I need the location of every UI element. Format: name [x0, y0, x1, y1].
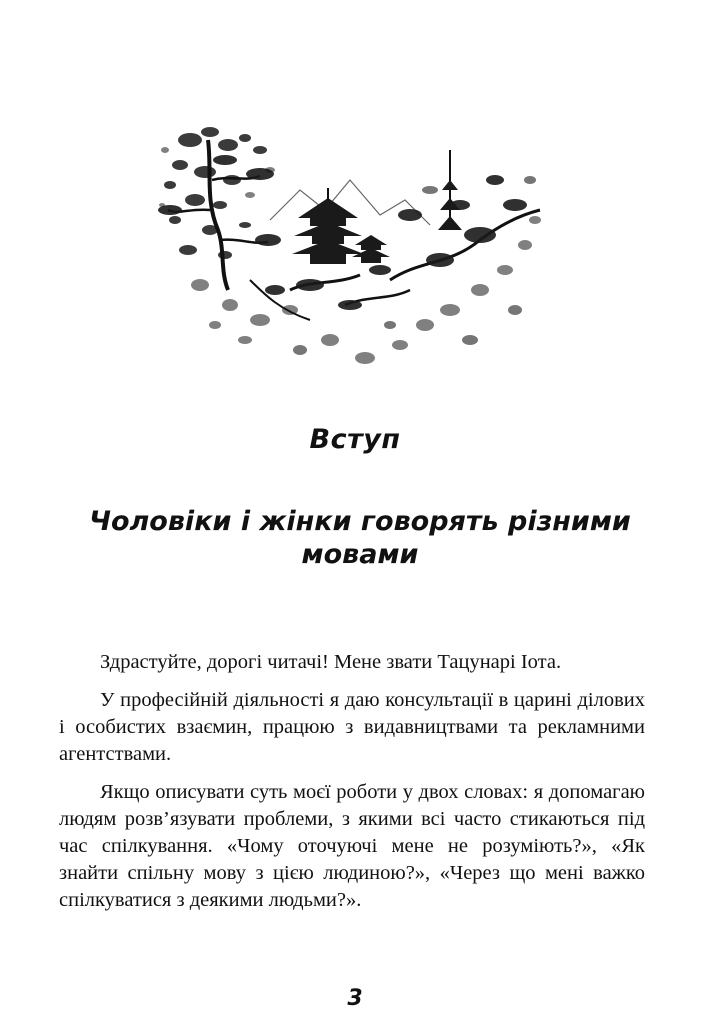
paragraph: У професійній діяльності я даю консультації в царині ділових і особистих взаємин, працюю з видавництвами та рекламними агентствами. — [59, 689, 645, 765]
page-number: 3 — [347, 986, 363, 1011]
paragraph: Якщо описувати суть моєї роботи у двох словах: я допомагаю людям розв’язувати проблеми, з якими всі часто стикаються під час спілкування. «Чому оточуючі мене не розуміють?», «Як знайти спільну мову з цією людиною?», «Через що мені важко спілкуватися з деякими людьми?». — [59, 781, 645, 911]
ink-landscape-pagodas-icon — [150, 110, 550, 372]
paragraph: Здрастуйте, дорогі читачі! Мене звати Тацунарі Іота. — [100, 651, 562, 673]
section-title: Вступ — [309, 424, 401, 455]
chapter-title: Чоловіки і жінки говорять різними мовами — [89, 506, 631, 570]
ink-landscape-illustration — [150, 110, 550, 372]
body-text — [59, 649, 645, 925]
